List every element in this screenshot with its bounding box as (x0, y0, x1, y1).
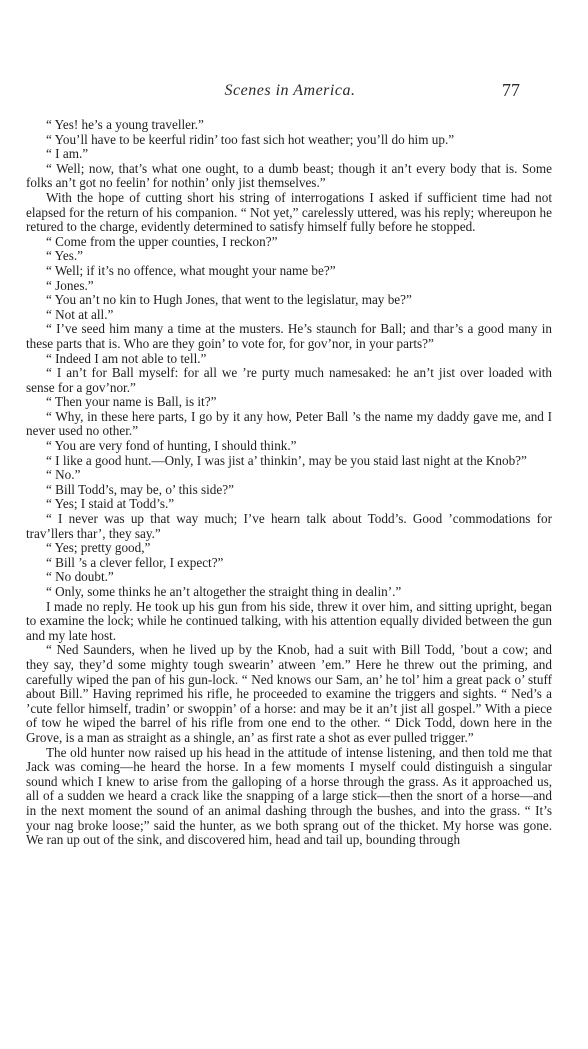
paragraph: “ Not at all.” (46, 306, 114, 322)
page-header (30, 82, 550, 106)
paragraph: “ Bill ’s a clever fellor, I expect?” (46, 554, 224, 570)
paragraph: “ Well; now, that’s what one ought, to a dumb beast; though it an’t every body that is. Some folks an’t got no feelin’ for nothin’ only jist themselves.” (26, 160, 552, 191)
paragraph: “ Indeed I am not able to tell.” (46, 350, 207, 366)
paragraph: “ No.” (46, 467, 81, 483)
paragraph: “ Ned Saunders, when he lived up by the Knob, had a suit with Bill Todd, ’bout a cow; and they say, they’d some mighty tough swearin’ atween ’em.” Here he threw out the priming, and carefully wiped the pan of his gun-lock. “ Ned knows our Sam, an’ he tol’ him a great pack o’ stuff about Bill.” Having reprimed his rifle, he proceeded to examine the triggers and sights. “ Ned’s a ’cute fellor himself, tradin’ or swoppin’ of a horse: and may be it an’t jist all gospel.” With a piece of tow he wiped the barrel of his rifle from one end to the other. “ Dick Todd, down here in the Grove, is a man as straight as a shingle, an’ as first rate a shot as ever pulled trigger.” (26, 642, 552, 745)
paragraph: “ Yes.” (46, 248, 83, 264)
page-number: 77 (502, 80, 520, 100)
paragraph: “ Well; if it’s no offence, what mought your name be?” (46, 262, 336, 278)
paragraph: “ You an’t no kin to Hugh Jones, that went to the legislatur, may be?” (46, 292, 412, 308)
paragraph: “ Yes; pretty good,” (46, 540, 151, 556)
paragraph: “ I am.” (46, 146, 89, 162)
paragraph: The old hunter now raised up his head in the attitude of intense listening, and then told me that Jack was coming—he heard the horse. In a few moments I myself could distinguish a singular sound which I knew to arise from the galloping of a horse through the grass. As it approached us, all of a sudden we heard a crack like the snapping of a large stick—then the snort of a horse—and in the next moment the sound of an animal dashing through the bushes, and into the grass. “ It’s your nag broke loose;” said the hunter, as we both sprang out of the thicket. My horse was gone. We ran up out of the sink, and discovered him, head and tail up, bounding through (26, 744, 552, 848)
paragraph: “ You’ll have to be keerful ridin’ too fast sich hot weather; you’ll do him up.” (46, 131, 455, 147)
paragraph: “ I an’t for Ball myself: for all we ’re purty much namesaked: he an’t jist over loaded with sense for a gov’nor.” (26, 365, 552, 395)
body-text (26, 118, 552, 1014)
paragraph: “ Then your name is Ball, is it?” (46, 394, 217, 410)
paragraph: “ Yes! he’s a young traveller.” (46, 117, 204, 132)
paragraph: “ You are very fond of hunting, I should think.” (46, 438, 297, 454)
running-title: Scenes in America. (224, 82, 356, 99)
paragraph: “ I never was up that way much; I’ve hearn talk about Todd’s. Good ’commodations for trav’llers thar’, they say.” (26, 511, 552, 541)
paragraph: “ No doubt.” (46, 569, 114, 585)
paragraph: I made no reply. He took up his gun from his side, threw it over him, and sitting upright, began to examine the lock; while he continued talking, with his attention equally divided between the gun and my late host. (26, 598, 552, 643)
paragraph: “ I like a good hunt.—Only, I was jist a’ thinkin’, may be you staid last night at the Knob?” (46, 452, 527, 468)
paragraph: “ Only, some thinks he an’t altogether the straight thing in dealin’.” (46, 584, 402, 599)
paragraph: “ I’ve seed him many a time at the musters. He’s staunch for Ball; and thar’s a good many in these parts that is. Who are they goin’ to vote for, for gov’nor, in your parts?” (26, 321, 552, 351)
paragraph: “ Bill Todd’s, may be, o’ this side?” (46, 481, 234, 497)
paragraph: “ Jones.” (46, 277, 94, 293)
paragraph: “ Yes; I staid at Todd’s.” (46, 496, 175, 512)
paragraph: “ Why, in these here parts, I go by it any how, Peter Ball ’s the name my daddy gave me, and I never used no other.” (26, 408, 552, 439)
paragraph: With the hope of cutting short his string of interrogations I asked if sufficient time had not elapsed for the return of his companion. “ Not yet,” carelessly uttered, was his reply; whereupon he retured to the charge, evidently determined to satisfy himself fully before he stopped. (26, 189, 552, 235)
paragraph: “ Come from the upper counties, I reckon?” (46, 233, 278, 249)
